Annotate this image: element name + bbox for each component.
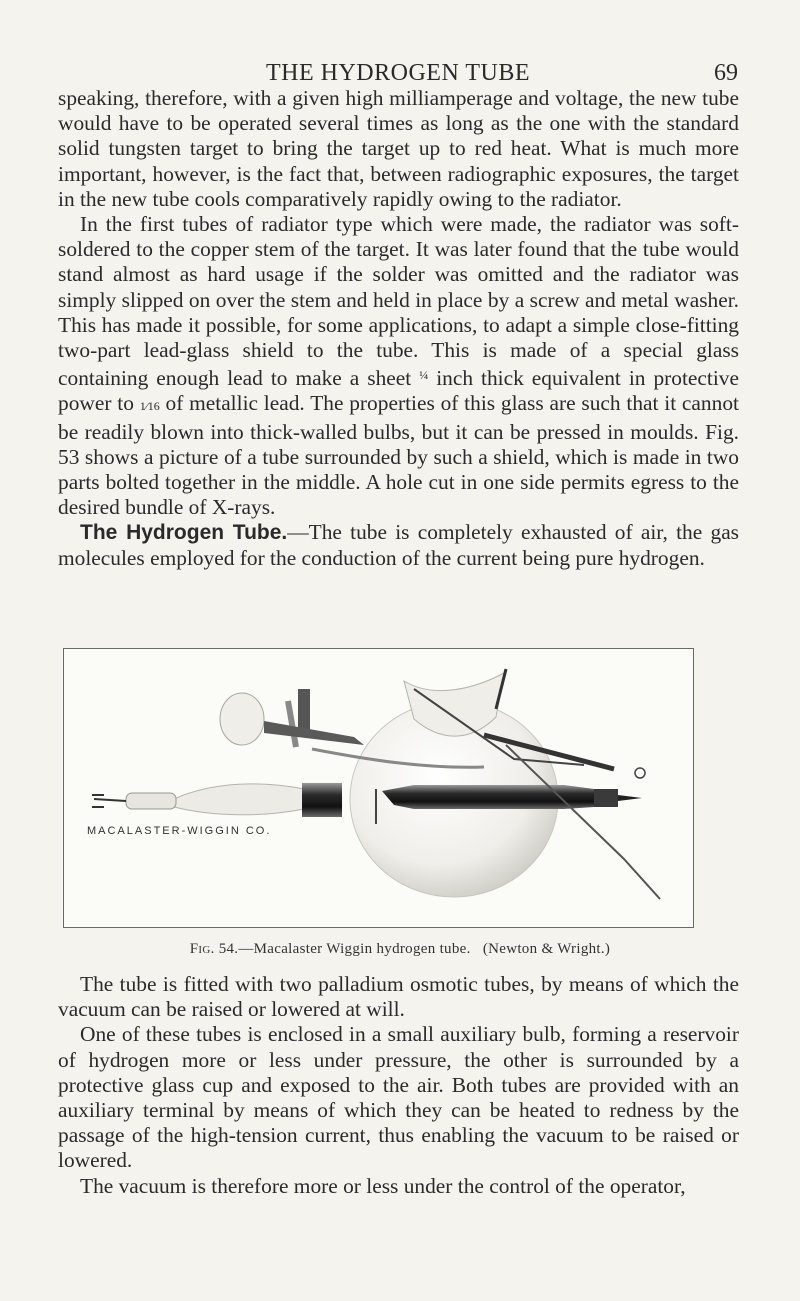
anode-tip — [618, 795, 642, 801]
terminal-ring — [635, 768, 645, 778]
caption-credit: (Newton & Wright.) — [482, 941, 611, 957]
figure-54 — [63, 648, 694, 928]
paragraph-hydrogen-tube — [58, 520, 739, 570]
paragraph-continuation: speaking, therefore, with a given high milliamperage and voltage, the new tube would have to be operated several times as long as the one with the standard solid tungsten target to bring the target up to red heat. What is much more important, however, is the fact that, between radiographic exposures, the target in the new tube cools comparatively rapidly owing to the radiator. — [58, 86, 739, 211]
auxiliary-bulb — [220, 693, 264, 745]
paragraph-text: of metallic lead. The properties of this glass are such that it cannot be readily blown into thick-walled bulbs, but it can be pressed in moulds. Fig. 53 shows a picture of a tube surrounded by such a shield, which is made in two parts bolted together in the middle. A hole cut in one side permits egress to the desired bundle of X-rays. — [58, 391, 739, 520]
paragraph-auxiliary-bulb: One of these tubes is enclosed in a small auxiliary bulb, forming a reservoir of hydrogen more or less under pressure, the other is surrounded by a protective glass cup and exposed to the air. Both tubes are provided with an auxiliary terminal by means of which they can be heated to redness by the passage of the high-tension current, thus enabling the vacuum to be raised or lowered. — [58, 1022, 739, 1173]
fraction-quarter: ¼ — [419, 368, 429, 383]
paragraph-text: In the first tubes of radiator type which were made, the radiator was soft-soldered to the copper stem of the target. It was later found that the tube would stand almost as hard usage if the solder was omitted and the radiator was simply slipped on over the stem and held in place by a screw and metal washer. This has made it possible, for some applications, to adapt a simple close-fitting two-part lead-glass shield to the tube. This is made of a special glass containing enough lead to make a sheet — [58, 212, 739, 391]
paragraph-text: —The tube is completely exhausted of air, the gas molecules employed for the conduction of the current being pure hydrogen. — [58, 520, 740, 570]
section-heading: The Hydrogen Tube. — [80, 521, 288, 545]
cathode-neck — [174, 784, 304, 815]
maker-mark: MACALASTER-WIGGIN CO. — [87, 825, 272, 837]
paragraph-text: inch thick equivalent in protective power to — [58, 366, 739, 416]
side-arm-left — [288, 701, 296, 747]
caption-label: Fig. 54. — [189, 941, 239, 957]
body-text-top — [58, 86, 739, 571]
radiator-fins — [594, 789, 618, 807]
fraction-sixteenth: 1⁄16 — [139, 399, 160, 414]
page-number: 69 — [714, 60, 738, 86]
auxiliary-terminal — [264, 721, 364, 745]
palladium-tube-1 — [298, 689, 310, 733]
cathode-block — [302, 783, 342, 817]
anode-stem — [382, 785, 594, 809]
cathode-cap — [126, 793, 176, 809]
paragraph-radiator-shield — [58, 212, 739, 520]
caption-text: —Macalaster Wiggin hydrogen tube. — [238, 941, 471, 957]
paragraph-vacuum-control: The vacuum is therefore more or less under the control of the operator, — [80, 1173, 686, 1198]
body-text-bottom — [58, 972, 739, 1199]
running-head: THE HYDROGEN TUBE — [265, 60, 531, 86]
cathode-terminal — [92, 795, 126, 807]
paragraph-osmotic-tubes: The tube is fitted with two palladium osmotic tubes, by means of which the vacuum can be raised or lowered at will. — [58, 972, 739, 1022]
hydrogen-tube-illustration — [64, 649, 692, 926]
figure-caption — [0, 941, 800, 958]
